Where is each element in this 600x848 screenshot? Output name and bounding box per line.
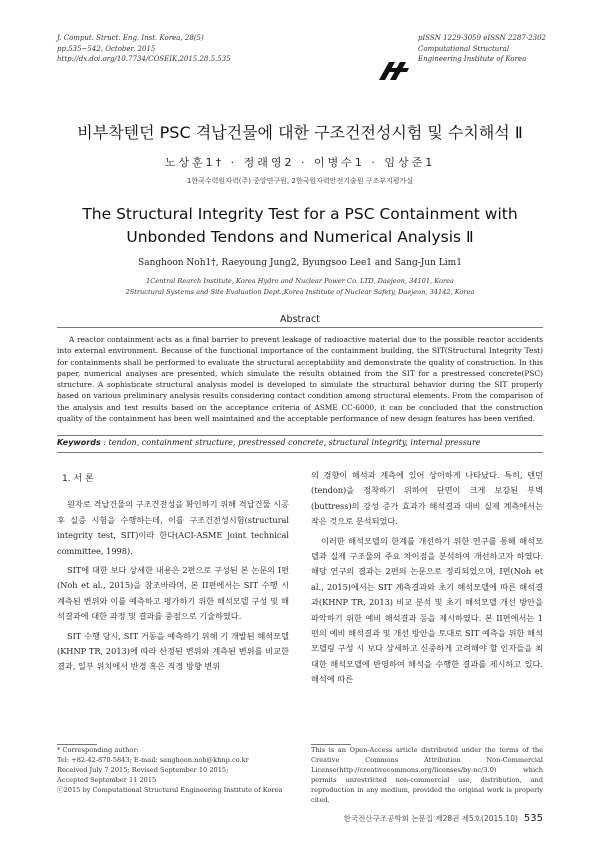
keywords-bottom-rule (57, 452, 543, 453)
issn-line: pISSN 1229-3059 eISSN 2287-2302 (418, 34, 547, 42)
page-footer (344, 813, 543, 824)
footnote-line: Tel: +82-42-870-5843; E-mail: sanghoon.noh@khnp.co.kr (57, 756, 249, 764)
english-title-line-1: The Structural Integrity Test for a PSC Containment with (82, 205, 518, 223)
keywords-text: : tendon, containment structure, prestressed concrete, structural integrity, internal pressure (100, 438, 481, 447)
license-footnote: This is an Open-Access article distributed under the terms of the Creative Commons Attribution Non-Commercial License(http://creativecommons.org/licenses/by-nc/3.0) which permits unrestricted non-commercial use, distribution, and reproduction in any medium, provided the original work is properly cited. (311, 746, 543, 804)
footnote-line: Received July 7 2015; Revised September 10 2015; (57, 766, 229, 774)
english-affiliation-1: 1Central Rearch Institute, Korea Hydro and Nuclear Power Co. LTD, Daejeon, 34101, Korea (146, 277, 454, 285)
page-number: 535 (523, 813, 543, 824)
doi-link[interactable]: http://dx.doi.org/10.7734/COSEIK.2015.28.5.535 (57, 55, 231, 63)
publisher-line-2: Engineering Institute of Korea (418, 55, 527, 63)
corresponding-author-footnote (57, 745, 289, 795)
pages-line: pp.535~542, October, 2015 (57, 44, 156, 53)
keywords-top-rule (57, 435, 543, 436)
journal-issue: 한국전산구조공학회 논문집 제28권 제5호(2015.10) (343, 814, 518, 823)
body-left-column (57, 472, 289, 675)
keywords-label: Keywords (57, 438, 101, 447)
issn-block (418, 33, 546, 65)
korean-authors: 노상훈1† · 정래영2 · 이병수1 · 임상준1 (164, 156, 436, 169)
body-paragraph: 원자로 격납건물의 구조건전성을 확인하기 위해 격납건물 시공 후 실증 시험을 수행하는데, 이를 구조건전성시험(structural integrity test, SIT)이라 한다(ACI-ASME joint technical committee, 1998). (57, 499, 289, 556)
english-title (0, 203, 600, 249)
journal-citation (57, 33, 231, 65)
coseik-logo-icon (379, 62, 411, 84)
footnote-line: * Corresponding author: (57, 746, 139, 754)
abstract-top-rule (57, 327, 543, 328)
journal-line: J. Comput. Struct. Eng. Inst. Korea, 28(5) (57, 34, 204, 42)
footnote-line: Accepted September 11 2015 (57, 776, 157, 784)
korean-title: 비부착텐던 PSC 격납건물에 대한 구조건전성시험 및 수치해석 Ⅱ (77, 123, 523, 142)
section-heading-introduction: 1. 서 론 (62, 474, 94, 484)
body-right-column (311, 468, 543, 688)
english-affiliations (0, 276, 600, 297)
abstract-heading: Abstract (280, 314, 320, 325)
english-authors: Sanghoon Noh1†, Raeyoung Jung2, Byungsoo Lee1 and Sang-Jun Lim1 (138, 258, 462, 268)
body-paragraph: SIT에 대한 보다 상세한 내용은 2편으로 구성된 본 논문의 I편(Noh et al., 2015)을 참조바라며, 본 II편에서는 SIT 수행 시 계측된 변위와 이를 예측하고 평가하기 위한 해석모델 구성 및 해석결과에 대한 과정 및 결과를 중점으로 기술하였다. (57, 565, 289, 622)
abstract-text: A reactor containment acts as a final barrier to prevent leakage of radioactive material due to the possible reactor accidents into external environment. Because of the functional importance of the containment building, the SIT(Structural Integrity Test) for containments shall be performed to evaluate the structural acceptability and demonstrate the quality of construction. In this paper, numerical analyses are presented, which simulate the results obtained from the SIT for a prestressed concrete(PSC) structure. A sophisticate structural analysis model is developed to simulate the structural behavior during the SIT properly based on various preliminary analysis results considering contact condition among structural elements. From the comparison of the analysis and test results based on the acceptance criteria of ASME CC-6000, it can be concluded that the construction quality of the containment has been well maintained and the acceptable performance of new design features has been verified. (57, 335, 543, 424)
keywords (57, 438, 543, 447)
publisher-line-1: Computational Structural (418, 44, 510, 53)
body-paragraph: 이러한 해석모델의 한계를 개선하기 위한 연구를 통해 해석모델과 실제 구조물의 주요 차이점을 분석하여 개선하고자 하였다. 해당 연구의 결과는 2편의 논문으로 정리되었으며, I편(Noh et al., 2015)에서는 SIT 계측결과와 초기 해석모델에 따른 해석결과(KHNP TR, 2013) 비교 분석 및 초기 해석모델 개선 방안을 파악하기 위한 예비 해석결과 등을 제시하였다. 본 II편에서는 1편의 예비 해석결과 및 개선 방안을 토대로 SIT 예측을 위한 해석 모델링 구성 시 보다 상세하고 신중하게 고려해야 할 인자들을 최대한 해석모델에 반영하여 해석을 수행한 결과를 제시하고 있다. 해석에 따른 (311, 535, 543, 685)
body-paragraph: 의 경향이 해석과 계측에 있어 상이하게 나타났다. 특히, 텐던(tendon)을 정착하기 위하여 단면이 크게 보강된 부벽(buttress)의 강성 증가 효과가 해석결과 대비 실제 계측에서는 작은 것으로 분석되었다. (311, 470, 543, 527)
footnote-line: ⓒ2015 by Computational Structural Engineering Institute of Korea (57, 786, 283, 794)
body-paragraph: SIT 수행 당시, SIT 거동을 예측하기 위해 기 개발된 해석모델(KHNP TR, 2013)에 따라 산정된 변위와 계측된 변위를 비교한 결과, 일부 위치에서 반경 혹은 직경 방향 변위 (57, 630, 289, 672)
english-affiliation-2: 2Structural Systems and Site Evaluation Dept.,Korea Institute of Nuclear Safety, Daejeon, 34142, Korea (125, 287, 475, 296)
korean-affiliations: 1한국수력원자력(주) 중앙연구원, 2한국원자력안전기술원 구조부지평가실 (186, 177, 414, 185)
english-title-line-2: Unbonded Tendons and Numerical Analysis Ⅱ (126, 228, 474, 246)
